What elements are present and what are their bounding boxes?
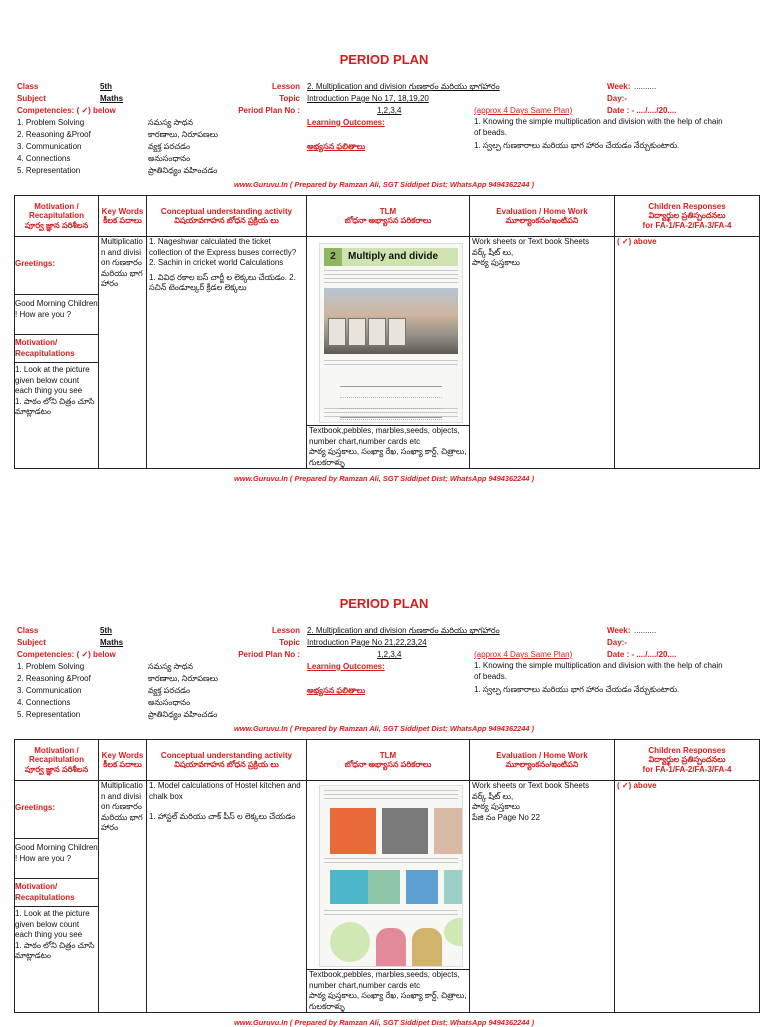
- competency-item: 2. Reasoning &Proof: [17, 130, 91, 139]
- competencies-label: Competencies: ( ✓) below: [17, 106, 116, 115]
- outcome-en: 1. Knowing the simple multiplication and division with the help of chain of beads.: [474, 117, 723, 137]
- credit-line[interactable]: www.Guruvu.In ( Prepared by Ramzan Ali, SGT Siddipet Dist; WhatsApp 9494362244 ): [233, 180, 535, 189]
- date-label: Date : - ..../..../20....: [607, 650, 677, 659]
- period-label: Period Plan No :: [238, 650, 300, 659]
- tlm-materials: Textbook,pebbles, marbles,seeds, objects, number chart,number cards etc: [309, 426, 460, 446]
- competency-te: వ్యక్త పరచడం: [148, 686, 191, 695]
- header-motivation: Motivation / Recapitulation పూర్వ జ్ఞాన పరిశీలన: [15, 740, 99, 781]
- competency-item: 3. Communication: [17, 142, 82, 151]
- evaluation-text: Work sheets or Text book Sheets: [472, 781, 590, 790]
- class-value: 5th: [100, 626, 112, 635]
- lesson-label: Lesson: [271, 626, 300, 635]
- activity-te: 1. వివిధ రకాల బస్ చార్జీ ల లెక్కలు చేయడం. 2. సచిన్ టెండూల్కర్ క్రీడల లెక్కలు: [149, 272, 296, 292]
- tlm-materials-te: పాఠ్య పుస్తకాలు, సంఖ్యా రేఖ, సంఖ్యా కార్డ్, చిత్రాలు, గులకరాళ్ళు: [309, 991, 467, 1011]
- page-title: PERIOD PLAN: [339, 596, 429, 611]
- period-label: Period Plan No :: [238, 106, 300, 115]
- period-value: 1,2,3,4: [377, 106, 402, 115]
- learning-outcomes-label: Learning Outcomes:: [307, 118, 385, 127]
- competency-te: కారణాలు, నిరూపణలు: [148, 674, 219, 683]
- good-morning-text: Good Morning Children ! How are you ?: [15, 839, 98, 879]
- header-motivation: Motivation / Recapitulation పూర్వ జ్ఞాన పరిశీలన: [15, 196, 99, 237]
- header-evaluation: Evaluation / Home Work మూల్యాంకనం/ఇంటిపని: [470, 196, 615, 237]
- topic-value: Introduction Page No 17, 18,19,20: [307, 94, 429, 103]
- competencies-label: Competencies: ( ✓) below: [17, 650, 116, 659]
- greetings-label: Greetings:: [15, 803, 56, 812]
- keywords-cell: Multiplication and division గుణకారం మరియు భాగహారం: [99, 781, 147, 1013]
- header-conceptual: Conceptual understanding activity విషయావగాహన బోధన ప్రక్రియ లు: [147, 196, 307, 237]
- credit-line[interactable]: www.Guruvu.In ( Prepared by Ramzan Ali, SGT Siddipet Dist; WhatsApp 9494362244 ): [233, 474, 535, 483]
- evaluation-text: Work sheets or Text book Sheets: [472, 237, 590, 246]
- competency-item: 4. Connections: [17, 698, 71, 707]
- competency-item: 1. Problem Solving: [17, 118, 85, 127]
- class-value: 5th: [100, 82, 112, 91]
- header-responses: Children Responses విద్యార్థుల ప్రతిస్పందనలు for FA-1/FA-2/FA-3/FA-4: [615, 740, 760, 781]
- week-value: ..........: [634, 626, 657, 635]
- competency-te: ప్రాతినిధ్యం వహించడం: [148, 710, 218, 719]
- credit-line[interactable]: www.Guruvu.In ( Prepared by Ramzan Ali, SGT Siddipet Dist; WhatsApp 9494362244 ): [233, 724, 535, 733]
- competency-te: సమస్య సాధన: [148, 118, 194, 127]
- header-tlm: TLM బోధనా అభ్యాసన పరికరాలు: [307, 196, 470, 237]
- credit-line[interactable]: www.Guruvu.In ( Prepared by Ramzan Ali, SGT Siddipet Dist; WhatsApp 9494362244 ): [233, 1018, 535, 1027]
- week-label: Week:: [607, 626, 631, 635]
- greetings-label: Greetings:: [15, 259, 56, 268]
- plan-table: [14, 739, 760, 1013]
- learning-outcomes-te: అభ్యసన ఫలితాలు: [307, 686, 366, 695]
- competency-te: అనుసంధానం: [148, 154, 191, 163]
- topic-label: Topic: [279, 638, 300, 647]
- learning-outcomes-te: అభ్యసన ఫలితాలు: [307, 142, 366, 151]
- lesson-label: Lesson: [271, 82, 300, 91]
- good-morning-text: Good Morning Children ! How are you ?: [15, 295, 98, 335]
- approx-days: (approx 4 Days Same Plan): [474, 650, 573, 659]
- header-keywords: Key Words కీలక పదాలు: [99, 196, 147, 237]
- header-tlm: TLM బోధనా అభ్యాసన పరికరాలు: [307, 740, 470, 781]
- responses-check: ( ✓) above: [617, 237, 657, 246]
- subject-label: Subject: [17, 94, 46, 103]
- evaluation-te: వర్క్ షీట్ లు,: [472, 247, 514, 257]
- lesson-value: 2. Multiplication and division గుణకారం మరియు భాగహారం: [307, 82, 500, 91]
- competency-te: కారణాలు, నిరూపణలు: [148, 130, 219, 139]
- day-label: Day:-: [607, 94, 628, 103]
- look-picture-text: 1. Look at the picture given below count each thing you see: [15, 365, 90, 395]
- week-value: ..........: [634, 82, 657, 91]
- motivation-recap-label: Motivation/ Recapitulations: [15, 882, 75, 902]
- evaluation-te: పాఠ్య పుస్తకాలు: [472, 258, 520, 267]
- activity-en: 1. Nageshwar calculated the ticket collection of the Express buses correctly? 2. Sachin in cricket world Calculations: [149, 237, 297, 267]
- responses-check: ( ✓) above: [617, 781, 657, 790]
- look-picture-te: 1. పాఠం లోని చిత్రం చూసి మాట్లాడటం: [15, 940, 95, 960]
- look-picture-te: 1. పాఠం లోని చిత్రం చూసి మాట్లాడటం: [15, 396, 95, 416]
- outcome-en: 1. Knowing the simple multiplication and division with the help of chain of beads.: [474, 661, 723, 681]
- activity-te: 1. హాస్టల్ మరియు చాక్ పీస్ ల లెక్కలు చేయడం: [149, 812, 296, 821]
- week-label: Week:: [607, 82, 631, 91]
- outcome-te: 1. స్వల్ప గుణకారాలు మరియు భాగ హారం చేయడం నేర్చుకుంటారు.: [474, 141, 680, 150]
- day-label: Day:-: [607, 638, 628, 647]
- competency-item: 5. Representation: [17, 710, 81, 719]
- subject-value: Maths: [100, 638, 124, 647]
- activity-en: 1. Model calculations of Hostel kitchen and chalk box: [149, 781, 301, 801]
- subject-label: Subject: [17, 638, 46, 647]
- header-conceptual: Conceptual understanding activity విషయావగాహన బోధన ప్రక్రియ లు: [147, 740, 307, 781]
- outcome-te: 1. స్వల్ప గుణకారాలు మరియు భాగ హారం చేయడం నేర్చుకుంటారు.: [474, 685, 680, 694]
- header-responses: Children Responses విద్యార్థుల ప్రతిస్పందనలు for FA-1/FA-2/FA-3/FA-4: [615, 196, 760, 237]
- plan-table: [14, 195, 760, 469]
- page-title: PERIOD PLAN: [339, 52, 429, 67]
- competency-item: 4. Connections: [17, 154, 71, 163]
- header-evaluation: Evaluation / Home Work మూల్యాంకనం/ఇంటిపని: [470, 740, 615, 781]
- class-label: Class: [17, 626, 39, 635]
- period-value: 1,2,3,4: [377, 650, 402, 659]
- header-keywords: Key Words కీలక పదాలు: [99, 740, 147, 781]
- competency-item: 1. Problem Solving: [17, 662, 85, 671]
- competency-te: అనుసంధానం: [148, 698, 191, 707]
- subject-value: Maths: [100, 94, 124, 103]
- competency-item: 2. Reasoning &Proof: [17, 674, 91, 683]
- learning-outcomes-label: Learning Outcomes:: [307, 662, 385, 671]
- class-label: Class: [17, 82, 39, 91]
- motivation-recap-label: Motivation/ Recapitulations: [15, 338, 75, 358]
- evaluation-page-no: పేజి నం Page No 22: [472, 812, 540, 822]
- look-picture-text: 1. Look at the picture given below count each thing you see: [15, 909, 90, 939]
- competency-item: 5. Representation: [17, 166, 81, 175]
- tlm-materials: Textbook,pebbles, marbles,seeds, objects, number chart,number cards etc: [309, 970, 460, 990]
- competency-te: ప్రాతినిధ్యం వహించడం: [148, 166, 218, 175]
- textbook-page-image: 2 Multiply and divide: [319, 243, 463, 423]
- competency-te: వ్యక్త పరచడం: [148, 142, 191, 151]
- evaluation-te: వర్క్ షీట్ లు,: [472, 791, 514, 801]
- competency-item: 3. Communication: [17, 686, 82, 695]
- textbook-page-image: [319, 785, 463, 967]
- keywords-cell: Multiplication and division గుణకారం మరియు భాగహారం: [99, 237, 147, 469]
- date-label: Date : - ..../..../20....: [607, 106, 677, 115]
- competency-te: సమస్య సాధన: [148, 662, 194, 671]
- tlm-materials-te: పాఠ్య పుస్తకాలు, సంఖ్యా రేఖ, సంఖ్యా కార్డ్, చిత్రాలు, గులకరాళ్ళు: [309, 447, 467, 467]
- evaluation-te: పాఠ్య పుస్తకాలు: [472, 802, 520, 811]
- approx-days: (approx 4 Days Same Plan): [474, 106, 573, 115]
- lesson-value: 2. Multiplication and division గుణకారం మరియు భాగహారం: [307, 626, 500, 635]
- topic-value: Introduction Page No 21,22,23,24: [307, 638, 427, 647]
- topic-label: Topic: [279, 94, 300, 103]
